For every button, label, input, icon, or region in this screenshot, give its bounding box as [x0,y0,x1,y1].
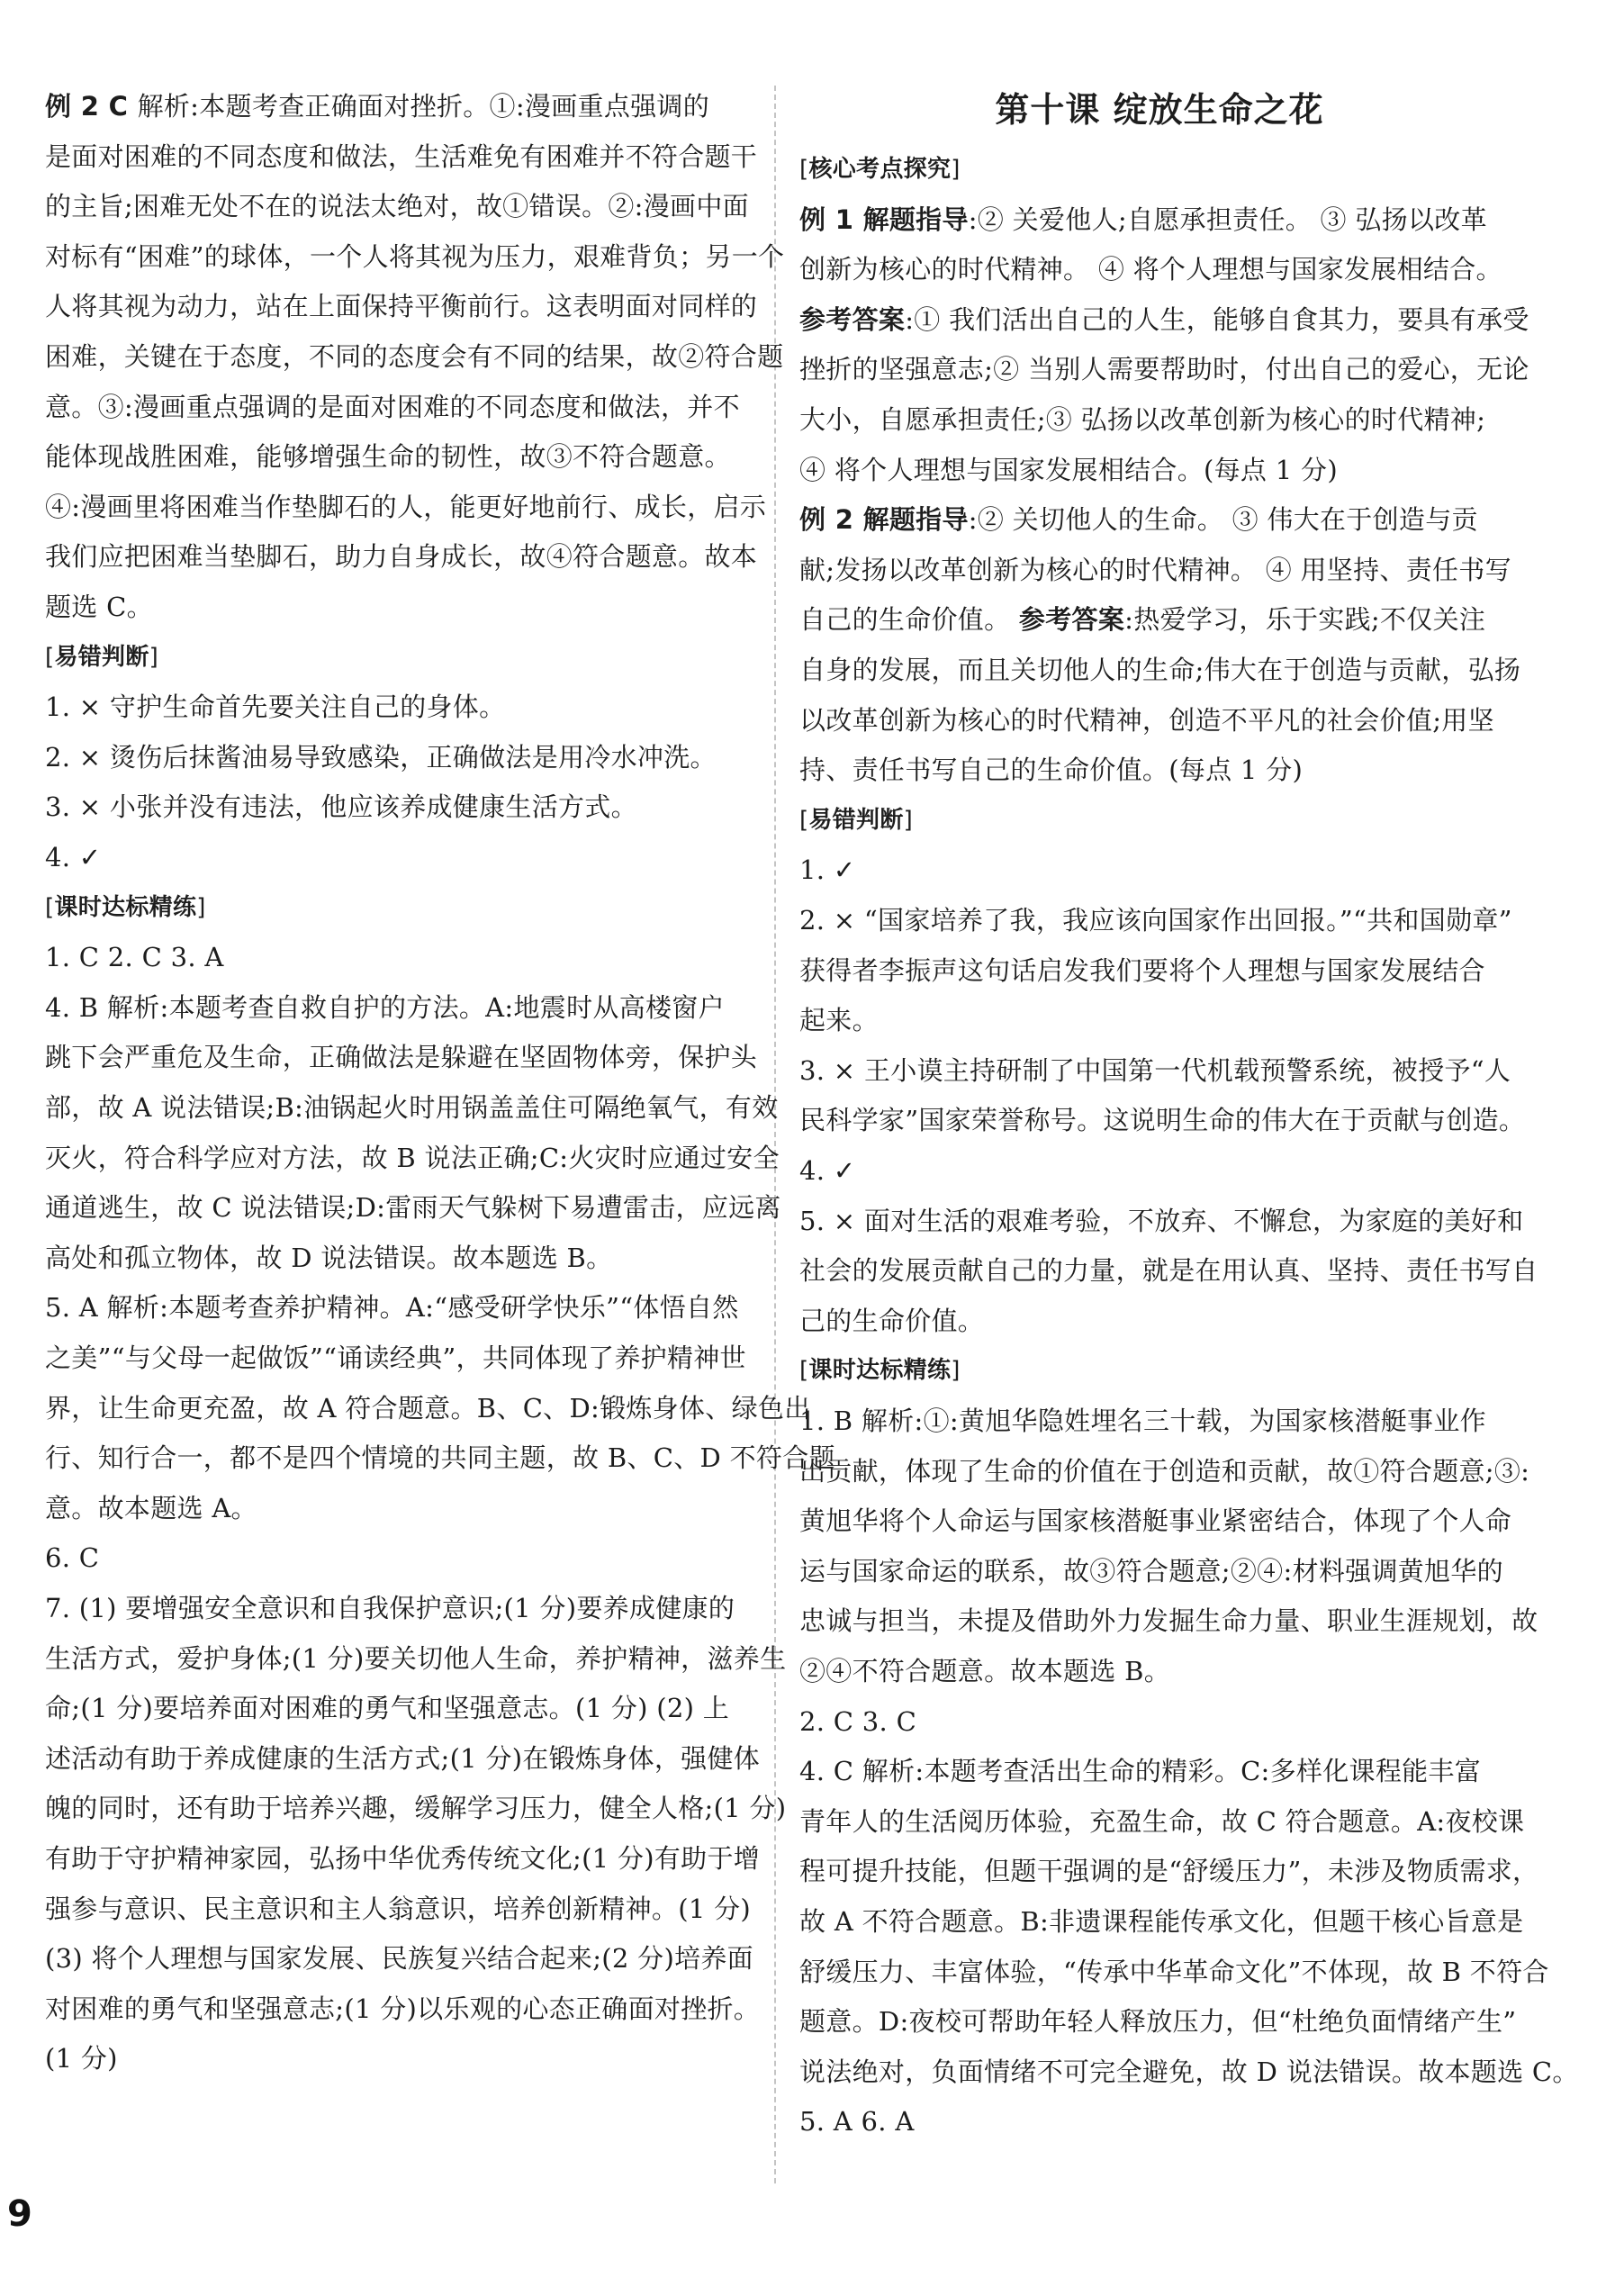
text-line: 青年人的生活阅历体验，充盈生命，故 C 符合题意。A:夜校课 [799,1805,1525,1837]
text-line: 能体现战胜困难，能够增强生命的韧性，故③不符合题意。 [45,441,731,473]
answer-line [799,202,1487,238]
text-line: 是面对困难的不同态度和做法，生活难免有困难并不符合题干 [45,140,758,172]
text-line: 持、责任书写自己的生命价值。(每点 1 分) [799,755,1304,786]
answer-text: :② 关切他人的生命。 ③ 伟大在于创造与贡 [968,504,1478,536]
text-line: 我们应把困难当垫脚石，助力自身成长，故④符合题意。故本 [45,541,758,573]
text-line: 灭火，符合科学应对方法，故 B 说法正确;C:火灾时应通过安全 [45,1142,780,1173]
text-line: 命;(1 分)要培养面对困难的勇气和坚强意志。(1 分) (2) 上 [45,1693,730,1724]
text-line: 跳下会严重危及生命，正确做法是躲避在坚固物体旁，保护头 [45,1042,758,1073]
answer-text: :② 关爱他人;自愿承担责任。 ③ 弘扬以改革 [968,203,1487,235]
text-line: 舒缓压力、丰富体验，“传承中华革命文化”不体现，故 B 不符合 [799,1956,1549,1987]
text-line: 魄的同时，还有助于培养兴趣，缓解学习压力，健全人格;(1 分) [45,1793,787,1824]
text-line: 部，故 A 说法错误;B:油锅起火时用锅盖盖住可隔绝氧气，有效 [45,1092,779,1123]
text-line: 己的生命价值。 [799,1305,985,1336]
text-line: 2. × “国家培养了我，我应该向国家作出回报。”“共和国勋章” [799,905,1512,936]
text-line: 4. ✓ [45,842,102,872]
text-line: 5. A 解析:本题考查养护精神。A:“感受研学快乐”“体悟自然 [45,1292,739,1324]
answer-text: :热爱学习，乐于实践;不仅关注 [1124,604,1486,636]
text-line: 生活方式，爱护身体;(1 分)要关切他人生命，养护精神，滋养生 [45,1642,787,1674]
text-line: 4. ✓ [799,1155,856,1186]
text-line: 通道逃生，故 C 说法错误;D:雷雨天气躲树下易遭雷击，应远离 [45,1192,781,1224]
text-line: ②④不符合题意。故本题选 B。 [799,1656,1171,1686]
text-line: 2. × 烫伤后抹酱油易导致感染，正确做法是用冷水冲洗。 [45,741,717,773]
text-line: 创新为核心的时代精神。 ④ 将个人理想与国家发展相结合。 [799,254,1502,285]
text-line: 界，让生命更充盈，故 A 符合题意。B、C、D:锻炼身体、绿色出 [45,1392,811,1424]
answer-label: 例 2 解题指导 [799,504,969,536]
text-line: 对困难的勇气和坚强意志;(1 分)以乐观的心态正确面对挫折。 [45,1993,761,2024]
text-line: 意。③:漫画重点强调的是面对困难的不同态度和做法，并不 [45,391,740,422]
text-line: 题选 C。 [45,592,153,622]
text-line: 4. B 解析:本题考查自救自护的方法。A:地震时从高楼窗户 [45,991,725,1023]
text-line: 忠诚与担当，未提及借助外力发掘生命力量、职业生涯规划，故 [799,1605,1538,1637]
section-heading: [ 课时达标精练 ] [45,890,206,926]
text-line: 强参与意识、民主意识和主人翁意识，培养创新精神。(1 分) [45,1893,751,1924]
answer-text: 自己的生命价值。 [799,604,1019,636]
answer-label: 例 1 解题指导 [799,203,969,235]
answer-label: 参考答案 [799,303,906,335]
answer-text: 解析 [137,91,191,122]
text-line: 献;发扬以改革创新为核心的时代精神。 ④ 用坚持、责任书写 [799,554,1511,585]
text-line: 1. ✓ [799,854,856,886]
text-line: 3. × 小张并没有违法，他应该养成健康生活方式。 [45,791,637,823]
text-line: 题意。D:夜校可帮助年轻人释放压力，但“杜绝负面情绪产生” [799,2006,1517,2038]
column-divider [774,86,776,2183]
text-line: 3. × 王小谟主持研制了中国第一代机载预警系统，被授予“人 [799,1054,1511,1086]
answer-line [799,302,1529,338]
text-line: (1 分) [45,2043,118,2075]
section-heading: [ 易错判断 ] [799,802,913,838]
text-line: 之美”“与父母一起做饭”“诵读经典”，共同体现了养护精神世 [45,1342,746,1373]
text-line: 程可提升技能，但题干强调的是“舒缓压力”，未涉及物质需求， [799,1856,1539,1887]
answer-line [799,502,1478,538]
section-heading: [ 课时达标精练 ] [799,1352,961,1388]
text-line: 社会的发展贡献自己的力量，就是在用认真、坚持、责任书写自 [799,1255,1538,1287]
text-line: 6. C [45,1542,100,1574]
text-line: 出贡献，体现了生命的价值在于创造和贡献，故①符合题意;③: [799,1455,1530,1487]
text-line: 自身的发展，而且关切他人的生命;伟大在于创造与贡献，弘扬 [799,655,1521,685]
text-line: 1. B 解析:①:黄旭华隐姓埋名三十载，为国家核潜艇事业作 [799,1406,1486,1436]
text-line: 高处和孤立物体，故 D 说法错误。故本题选 B。 [45,1242,613,1273]
text-line: 1. C 2. C 3. A [45,942,224,973]
text-line: 述活动有助于养成健康的生活方式;(1 分)在锻炼身体，强健体 [45,1742,761,1774]
text-line: 的主旨;困难无处不在的说法太绝对，故①错误。②:漫画中面 [45,191,749,222]
text-line: 说法绝对，负面情绪不可完全避免，故 D 说法错误。故本题选 C。 [799,2056,1579,2087]
page-number: 9 [7,2193,32,2235]
answer-text: :本题考查正确面对挫折。①:漫画重点强调的 [190,91,710,122]
text-line: 4. C 解析:本题考查活出生命的精彩。C:多样化课程能丰富 [799,1756,1482,1787]
answer-text: :① 我们活出自己的人生，能够自食其力，要具有承受 [905,303,1529,335]
text-line: 困难，关键在于态度，不同的态度会有不同的结果，故②符合题 [45,341,784,372]
answer-line [799,601,1485,637]
text-line: 获得者李振声这句话启发我们要将个人理想与国家发展结合 [799,954,1485,986]
text-line: 以改革创新为核心的时代精神，创造不平凡的社会价值;用坚 [799,704,1494,736]
section-heading: [ 核心考点探究 ] [799,151,961,187]
text-line: 意。故本题选 A。 [45,1492,257,1523]
text-line: 7. (1) 要增强安全意识和自我保护意识;(1 分)要养成健康的 [45,1593,735,1623]
text-line: 民科学家”国家荣誉称号。这说明生命的伟大在于贡献与创造。 [799,1105,1526,1136]
text-line: 运与国家命运的联系，故③符合题意;②④:材料强调黄旭华的 [799,1555,1503,1586]
text-line: 2. C 3. C [799,1705,917,1737]
text-line: 5. × 面对生活的艰难考验，不放弃、不懈怠，为家庭的美好和 [799,1205,1524,1236]
answer-line [45,88,709,124]
text-line: 5. A 6. A [799,2106,915,2138]
section-heading: [ 易错判断 ] [45,639,158,675]
text-line: 有助于守护精神家园，弘扬中华优秀传统文化;(1 分)有助于增 [45,1843,761,1874]
answer-label: 例 2 C [45,91,138,122]
text-line: 1. × 守护生命首先要关注自己的身体。 [45,692,506,723]
lesson-title: 第十课 绽放生命之花 [995,90,1324,130]
answer-label: 参考答案 [1018,604,1125,636]
text-line: 起来。 [799,1005,879,1036]
text-line: 行、知行合一，都不是四个情境的共同主题，故 B、C、D 不符合题 [45,1442,835,1474]
text-line: 挫折的坚强意志;② 当别人需要帮助时，付出自己的爱心，无论 [799,354,1529,385]
text-line: ④:漫画里将困难当作垫脚石的人，能更好地前行、成长，启示 [45,491,767,522]
text-line: 故 A 不符合题意。B:非遗课程能传承文化，但题干核心旨意是 [799,1906,1524,1937]
text-line: 对标有“困难”的球体，一个人将其视为压力，艰难背负；另一个 [45,240,785,272]
text-line: ④ 将个人理想与国家发展相结合。(每点 1 分) [799,454,1338,485]
text-line: 黄旭华将个人命运与国家核潜艇事业紧密结合，体现了个人命 [799,1505,1512,1537]
text-line: 大小，自愿承担责任;③ 弘扬以改革创新为核心的时代精神; [799,404,1486,435]
text-line: (3) 将个人理想与国家发展、民族复兴结合起来;(2 分)培养面 [45,1943,753,1975]
text-line: 人将其视为动力，站在上面保持平衡前行。这表明面对同样的 [45,291,758,322]
